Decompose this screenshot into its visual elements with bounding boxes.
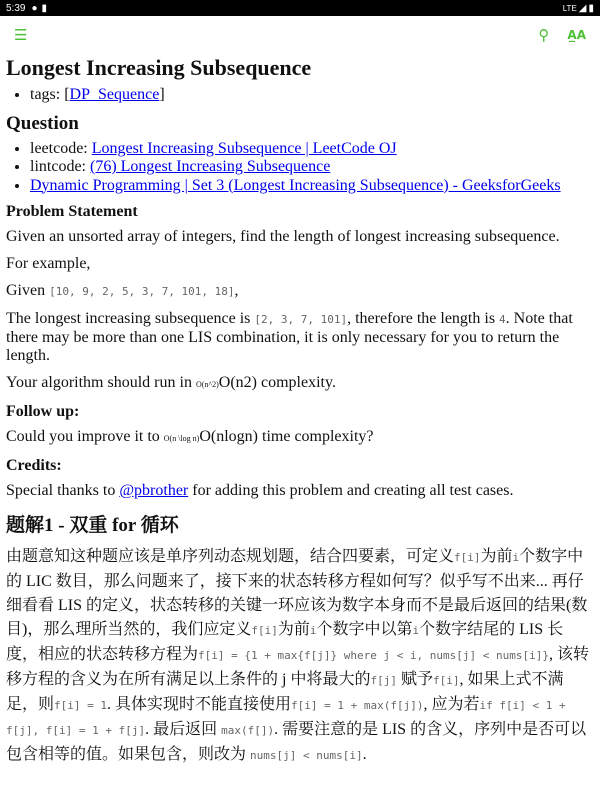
inline-code: f[i] = 1 + max(f[j])	[291, 699, 424, 712]
link-prefix: leetcode:	[30, 139, 92, 157]
credits-heading: Credits:	[6, 457, 62, 474]
paragraph	[6, 228, 594, 246]
text: O(n2) complexity.	[218, 374, 336, 391]
text: For example,	[6, 255, 91, 272]
solution-heading: 题解1 - 双重 for 循环	[6, 515, 179, 536]
notification-icon: ●	[31, 2, 38, 14]
followup-heading: Follow up:	[6, 403, 80, 420]
menu-icon[interactable]: ☰	[14, 26, 28, 44]
font-size-icon[interactable]: A̲A	[567, 28, 586, 42]
text: Given	[6, 282, 50, 299]
text: 个数字结尾的 LIS 长度，相应的状态转移方程为	[6, 621, 564, 663]
tag-link[interactable]: DP_Sequence	[69, 86, 160, 103]
article	[6, 54, 594, 777]
inline-code: max(f[])	[221, 724, 275, 737]
text: .	[362, 746, 367, 763]
inline-code: [2, 3, 7, 101]	[254, 313, 348, 326]
text: . 需要注意的是 LIS 的含义，序列中是否可以包含相等的值。如果包含，则改为	[6, 721, 587, 763]
inline-code: f[i]	[432, 674, 460, 687]
paragraph	[6, 255, 594, 273]
sd-card-icon: ▮	[41, 2, 48, 14]
text: Special thanks to	[6, 482, 120, 499]
user-link[interactable]: @pbrother	[119, 482, 189, 499]
solution-body	[6, 545, 594, 768]
text: Your algorithm should run in	[6, 374, 196, 391]
signal-icon: ◢	[578, 2, 587, 14]
inline-code: i	[412, 624, 420, 637]
network-label: LTE	[562, 3, 577, 13]
clock: 5:39	[6, 2, 26, 14]
tags-end: ]	[159, 86, 165, 103]
inline-code: f[i] = 1	[54, 699, 107, 712]
text: 为前	[480, 548, 513, 565]
paragraph	[6, 545, 594, 768]
toolbar	[0, 16, 600, 54]
inline-code: [10, 9, 2, 5, 3, 7, 101, 18]	[49, 285, 235, 298]
paragraph	[6, 282, 594, 301]
math-source: O(n \log n)	[163, 434, 200, 443]
geeksforgeeks-link[interactable]: Dynamic Programming | Set 3 (Longest Increasing Subsequence) - GeeksforGeeks	[30, 176, 561, 194]
text: Given an unsorted array of integers, find the length of longest increasing subsequence.	[6, 228, 560, 245]
paragraph	[6, 428, 594, 448]
lintcode-link[interactable]: (76) Longest Increasing Subsequence	[89, 158, 331, 175]
text: Could you improve it to	[6, 428, 164, 445]
paragraph	[6, 374, 594, 394]
question-links	[6, 140, 594, 196]
text: . 最后返回	[145, 721, 222, 738]
text: , 应为若	[423, 696, 480, 713]
tags-list	[6, 86, 594, 105]
inline-code: f[i]	[454, 551, 481, 564]
text: 为前	[277, 621, 310, 638]
inline-code: i	[512, 551, 520, 564]
inline-code: if f[i] < 1 + f[j], f[i] = 1 + f[j]	[6, 699, 566, 737]
search-icon[interactable]: ⚲	[538, 26, 550, 44]
text: The longest increasing subsequence is	[6, 310, 255, 327]
tags-label: tags: [	[30, 86, 70, 103]
leetcode-link[interactable]: Longest Increasing Subsequence | LeetCode OJ	[91, 139, 397, 157]
text: 由题意知这种题应该是单序列动态规划题，结合四要素，可定义	[6, 548, 455, 565]
text: . Note that there may be more than one LIS combination, it is only necessary for you to return the length.	[6, 310, 573, 364]
credits-body	[6, 482, 594, 500]
paragraph	[6, 310, 594, 365]
problem-heading: Problem Statement	[6, 203, 138, 220]
text: 个数字中以第	[316, 621, 413, 638]
text: , therefore the length is	[347, 310, 500, 327]
inline-code: f[i]	[251, 624, 278, 637]
inline-code: nums[j] < nums[i]	[250, 749, 363, 762]
text: , 如果上式不满足，则	[6, 671, 564, 713]
text: 个数字中的 LIC 数目，那么问题来了，接下来的状态转移方程如何写？似乎写不出来... 再仔细看看 LIS 的定义，状态转移的关键一环应该为数字本身而不是最后返回的结果(数目)，那么理所当然的，我们应定义	[6, 548, 588, 638]
list-item	[30, 177, 594, 196]
list-item	[30, 140, 594, 159]
link-prefix: lintcode:	[30, 158, 90, 175]
text: O(nlogn) time complexity?	[199, 428, 374, 445]
battery-icon: ▮	[588, 2, 594, 14]
math-source: O(n^2)	[195, 380, 219, 389]
inline-code: f[i] = {1 + max{f[j]} where j < i, nums[j] < nums[i]}	[198, 649, 550, 662]
text: for adding this problem and creating all test cases.	[188, 482, 514, 499]
text: , 该转移方程的含义为在所有满足以上条件的 j 中将最大的	[6, 646, 590, 688]
tags-item	[30, 86, 594, 105]
inline-code: f[j]	[370, 674, 397, 687]
text: ,	[234, 282, 239, 299]
list-item	[30, 158, 594, 177]
question-heading: Question	[6, 112, 79, 134]
paragraph	[6, 482, 594, 500]
problem-body	[6, 228, 594, 394]
page-title: Longest Increasing Subsequence	[6, 55, 312, 80]
inline-code: i	[309, 624, 317, 637]
status-bar	[0, 0, 600, 16]
text: 赋予	[396, 671, 433, 688]
inline-code: 4	[499, 313, 506, 326]
followup-body	[6, 428, 594, 448]
text: . 具体实现时不能直接使用	[107, 696, 292, 713]
